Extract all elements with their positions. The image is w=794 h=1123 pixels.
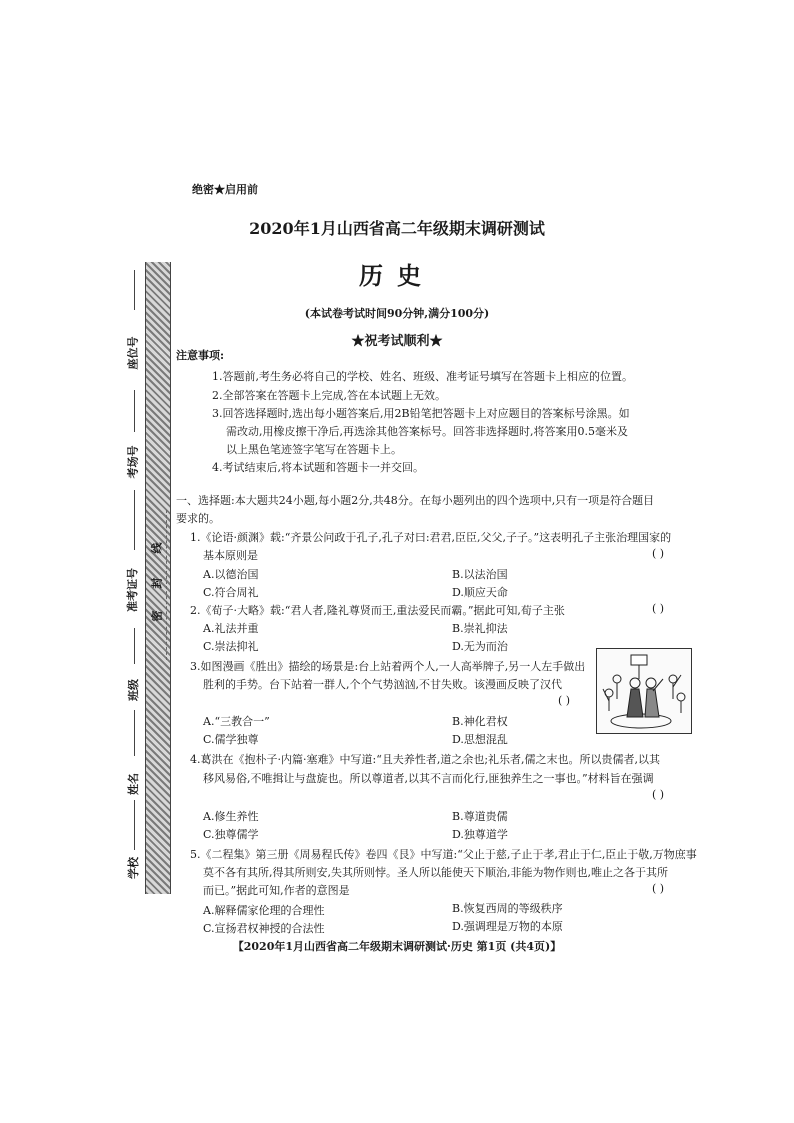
note-item: 以上黑色笔迹签字笔写在答题卡上。 [226,443,402,456]
option-a: A.解释儒家伦理的合理性 [203,904,325,917]
seal-word-seal: 封 [150,577,164,589]
question-4-stem: 移风易俗,不唯揖让与盘旋也。所以尊道者,以其不言而化行,匪独养生之一事也。”材料旨在强调 [203,772,654,785]
binding-label-ticket: 准考证号 [126,568,139,612]
option-c: C.独尊儒学 [203,828,259,841]
question-3-stem: 3.如图漫画《胜出》描绘的场景是:台上站着两个人,一人高举牌子,另一人左手做出 [190,660,586,673]
subject-title: 历史 [359,261,435,290]
answer-paren: ( ) [558,694,571,707]
option-c: C.宣扬君权神授的合法性 [203,922,325,935]
binding-label-room: 考场号 [126,445,140,479]
section-intro: 要求的。 [176,512,220,525]
exam-title: 2020年1月山西省高二年级期末调研测试 [249,219,545,238]
question-5-stem: 而已。”据此可知,作者的意图是 [203,884,350,897]
time-info: (本试卷考试时间90分钟,满分100分) [304,307,490,320]
binding-label-class: 班级 [127,679,140,701]
cartoon-image [596,648,692,734]
option-d: D.无为而治 [452,640,508,653]
option-b: B.尊道贵儒 [452,810,508,823]
fill-line [134,800,135,850]
answer-paren: ( ) [652,882,665,895]
binding-label-seat: 座位号 [126,336,140,370]
seal-word-secret: 密 [150,610,164,622]
question-4-stem: 4.葛洪在《抱朴子·内篇·塞难》中写道:“且夫养性者,道之余也;礼乐者,儒之末也。所以贵儒者,以其 [190,753,661,766]
answer-paren: ( ) [652,602,665,615]
note-item: 需改动,用橡皮擦干净后,再选涂其他答案标号。回答非选择题时,将答案用0.5毫米及 [226,425,628,438]
answer-paren: ( ) [652,788,665,801]
fill-line [134,390,135,432]
option-a: A.礼法并重 [203,622,259,635]
fill-line [134,490,135,550]
question-1-stem: 1.《论语·颜渊》载:“齐景公问政于孔子,孔子对曰:君君,臣臣,父父,子子。”这表明孔子主张治理国家的 [190,531,672,544]
binding-label-school: 学校 [127,857,140,879]
question-3-stem: 胜利的手势。台下站着一群人,个个气势汹汹,不甘失败。该漫画反映了汉代 [203,678,562,691]
notes-heading: 注意事项: [176,349,225,362]
option-c: C.儒学独尊 [203,733,259,746]
option-b: B.以法治国 [452,568,508,581]
seal-dash-line [166,510,168,660]
option-a: A.修生养性 [203,810,259,823]
option-b: B.神化君权 [452,715,508,728]
option-a: A.“三教合一” [203,715,270,728]
option-d: D.思想混乱 [452,733,508,746]
wish-text: ★祝考试顺利★ [351,334,443,349]
option-d: D.强调理是万物的本原 [452,920,563,933]
option-b: B.恢复西周的等级秩序 [452,902,563,915]
fill-line [134,710,135,756]
question-1-stem: 基本原则是 [203,549,258,562]
answer-paren: ( ) [652,547,665,560]
fill-line [134,628,135,664]
option-c: C.符合周礼 [203,586,259,599]
section-intro: 一、选择题:本大题共24小题,每小题2分,共48分。在每小题列出的四个选项中,只有一项是符合题目 [176,494,655,507]
secret-label: 绝密★启用前 [192,183,258,196]
option-c: C.崇法抑礼 [203,640,259,653]
binding-label-name: 姓名 [127,773,140,795]
seal-word-line: 线 [150,542,164,554]
question-5-stem: 莫不各有其所,得其所则安,失其所则悖。圣人所以能使天下顺治,非能为物作则也,唯止之各于其所 [203,866,668,879]
option-b: B.崇礼抑法 [452,622,508,635]
note-item: 1.答题前,考生务必将自己的学校、姓名、班级、准考证号填写在答题卡上相应的位置。 [212,370,633,383]
note-item: 2.全部答案在答题卡上完成,答在本试题上无效。 [212,389,446,402]
option-d: D.顺应天命 [452,586,508,599]
question-5-stem: 5.《二程集》第三册《周易程氏传》卷四《艮》中写道:“父止于慈,子止于孝,君止于仁,臣止于敬,万物庶事 [190,848,697,861]
page-footer: 【2020年1月山西省高二年级期末调研测试·历史 第1页 (共4页)】 [232,940,562,953]
note-item: 3.回答选择题时,选出每小题答案后,用2B铅笔把答题卡上对应题目的答案标号涂黑。如 [212,407,630,420]
question-2-stem: 2.《荀子·大略》载:“君人者,隆礼尊贤而王,重法爱民而霸。”据此可知,荀子主张 [190,604,565,617]
option-d: D.独尊道学 [452,828,508,841]
note-item: 4.考试结束后,将本试题和答题卡一并交回。 [212,461,424,474]
option-a: A.以德治国 [203,568,259,581]
